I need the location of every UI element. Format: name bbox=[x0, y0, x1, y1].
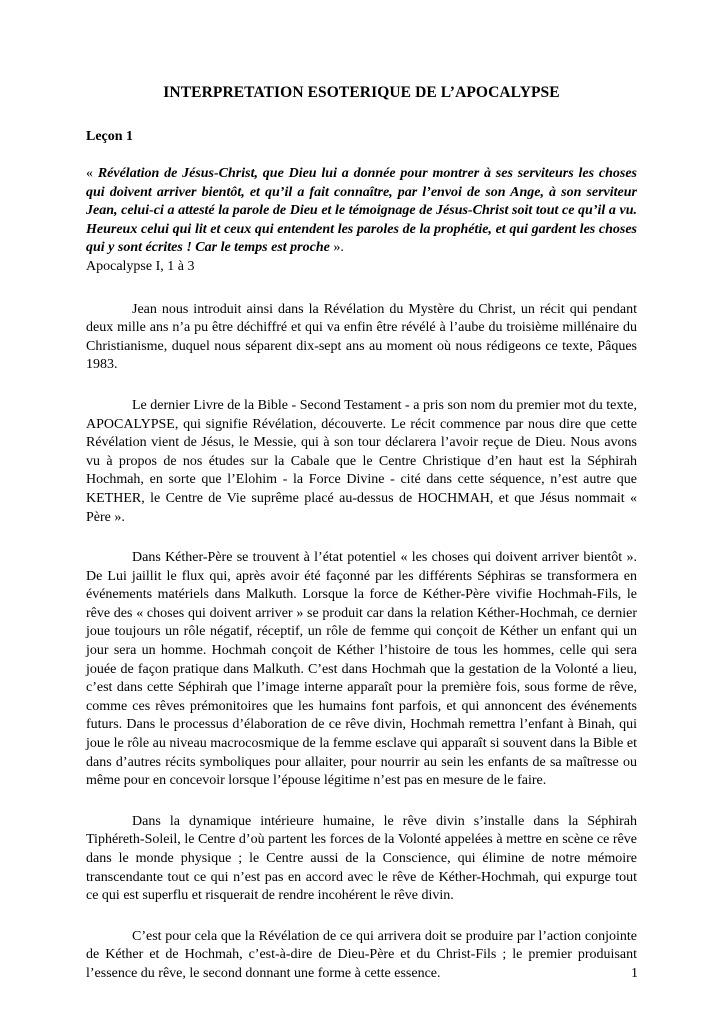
quote-text: Révélation de Jésus-Christ, que Dieu lui a donnée pour montrer à ses serviteurs les choses qui doivent arriver bientôt, et qu’il a fait connaître, par l’envoi de son Ange, à son serviteur Jean, celui-ci a attesté la parole de Dieu et le témoignage de Jésus-Christ soit tout ce qu’il a vu. Heureux celui qui lit et ceux qui entendent les paroles de la prophétie, et qui gardent les choses qui y sont écrites ! Car le temps est proche bbox=[86, 166, 638, 256]
paragraph-2: Le dernier Livre de la Bible - Second Testament - a pris son nom du premier mot du texte, APOCALYPSE, qui signifie Révélation, découverte. Le récit commence par nous dire que cette Révélation vient de Jésus, le Messie, qui à son tour déclarera l’avoir reçue de Dieu. Nous avons vu à propos de nos études sur la Cabale que le Centre Christique d’en haut est la Séphirah Hochmah, en sorte que l’Elohim - la Force Divine - cité dans cette séquence, n’est autre que KETHER, le Centre de Vie suprême placé au-dessus de HOCHMAH, et que Jésus nommait « Père ». bbox=[86, 397, 637, 525]
quote-close: ». bbox=[329, 240, 344, 256]
paragraph-4: Dans la dynamique intérieure humaine, le rêve divin s’installe dans la Séphirah Tiphéreth-Soleil, le Centre d’où partent les forces de la Volonté appelées à mettre en scène ce rêve dans le monde physique ; le Centre aussi de la Conscience, qui élimine de notre mémoire transcendante tout ce qui n’est pas en accord avec le rêve de Kéther-Hochmah, qui expurge tout ce qui est superflu et risquerait de rendre incohérent le rêve divin. bbox=[86, 813, 637, 904]
page-number: 1 bbox=[631, 966, 638, 981]
paragraph-3: Dans Kéther-Père se trouvent à l’état potentiel « les choses qui doivent arriver bientôt ». De Lui jaillit le flux qui, après avoir été façonné par les différents Séphiras se transformera en événements matériels dans Malkuth. Lorsque la force de Kéther-Père vivifie Hochmah-Fils, le rêve des « choses qui doivent arriver » se produit car dans la relation Kéther-Hochmah, ce dernier joue toujours un rôle négatif, réceptif, un rôle de femme qui conçoit de Kéther un enfant qui un jour sera un homme. Hochmah conçoit de Kéther l’histoire de tous les hommes, celle qui sera jouée de façon pratique dans Malkuth. C’est dans Hochmah que la gestation de la Volonté a lieu, c’est dans cette Séphirah que l’image interne apparaît pour la première fois, sous forme de rêve, comme ces rêves prémonitoires que les humains font parfois, et qui annoncent des événements futurs. Dans le processus d’élaboration de ce rêve divin, Hochmah remettra l’enfant à Binah, qui joue le rôle au niveau macrocosmique de la femme esclave qui apparaît si souvent dans la Bible et dans d’autres récits symboliques pour allaiter, pour nourrir au sein les enfants de sa maîtresse ou même pour en concevoir lorsque l’épouse légitime n’est pas en mesure de le faire. bbox=[86, 550, 637, 789]
quote-reference: Apocalypse I, 1 à 3 bbox=[86, 258, 195, 274]
epigraph-quote bbox=[86, 165, 637, 258]
quote-open: « bbox=[86, 166, 98, 181]
paragraph-5: C’est pour cela que la Révélation de ce qui arrivera doit se produire par l’action conjointe de Kéther et de Hochmah, c’est-à-dire de Dieu-Père et du Christ-Fils ; le premier produisant l’essence du rêve, le second donnant une forme à cette essence. bbox=[86, 928, 637, 981]
lesson-heading: Leçon 1 bbox=[86, 129, 134, 144]
paragraph-1: Jean nous introduit ainsi dans la Révélation du Mystère du Christ, un récit qui pendant deux mille ans n’a pu être déchiffré et qui va enfin être révélé à l’aube du troisième millénaire du Christianisme, duquel nous séparent dix-sept ans au moment où nous rédigeons ce texte, Pâques 1983. bbox=[86, 301, 637, 373]
page-content bbox=[86, 84, 637, 1006]
document-title: INTERPRETATION ESOTERIQUE DE L’APOCALYPSE bbox=[163, 84, 560, 101]
